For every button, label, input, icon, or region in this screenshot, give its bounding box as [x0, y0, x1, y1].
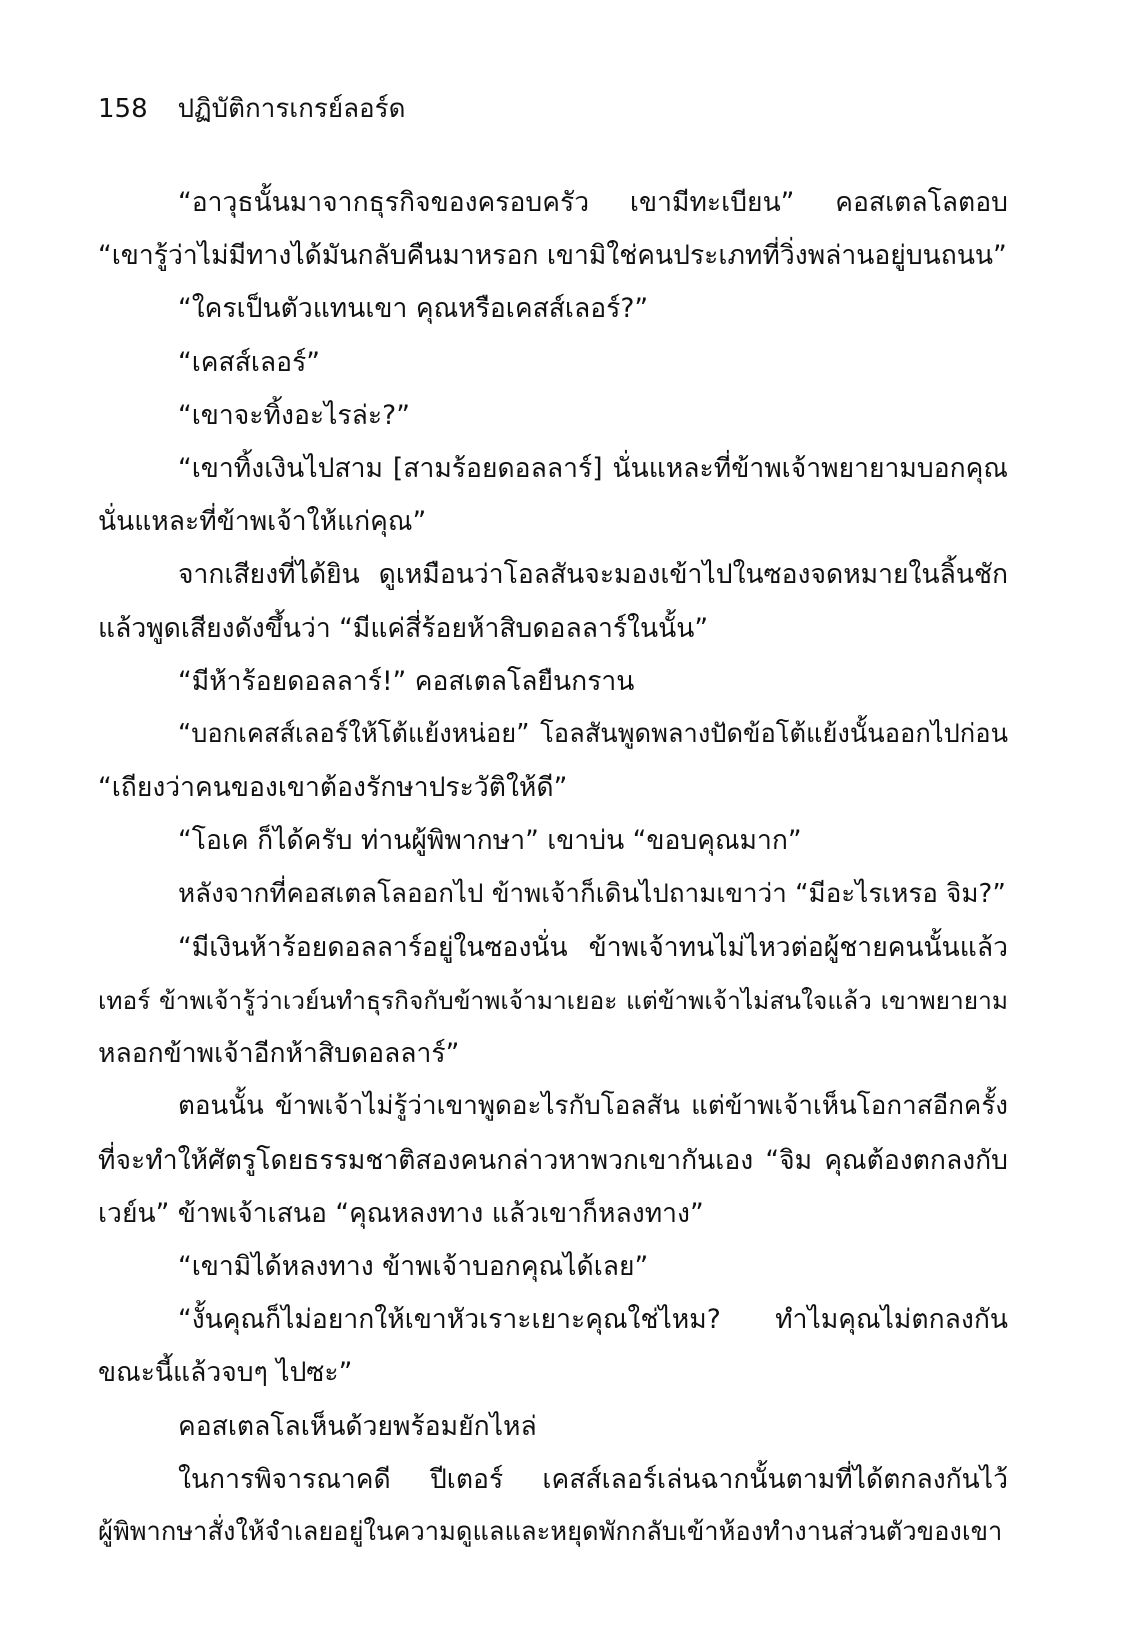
- text-line: จากเสียงที่ได้ยิน ดูเหมือนว่าโอลสันจะมองเข้าไปในซองจดหมายในลิ้นชัก: [178, 559, 1008, 591]
- paragraph: [98, 655, 1008, 708]
- body-text: [98, 176, 1008, 1559]
- text-line: “มีห้าร้อยดอลลาร์!” คอสเตลโลยืนกราน: [178, 665, 635, 697]
- text-line: เทอร์ ข้าพเจ้ารู้ว่าเวย์นทำธุรกิจกับข้าพเจ้ามาเยอะ แต่ข้าพเจ้าไม่สนใจแล้ว เขาพยายาม: [98, 986, 1008, 1016]
- book-title: ปฏิบัติการเกรย์ลอร์ด: [177, 94, 406, 124]
- paragraph: [98, 1400, 1008, 1453]
- text-line: “เขามิได้หลงทาง ข้าพเจ้าบอกคุณได้เลย”: [178, 1251, 649, 1283]
- text-line: “งั้นคุณก็ไม่อยากให้เขาหัวเราะเยาะคุณใช่ไหม? ทำไมคุณไม่ตกลงกัน: [178, 1304, 1008, 1336]
- page-number: 158: [98, 94, 148, 124]
- text-line: “ใครเป็นตัวแทนเขา คุณหรือเคสส์เลอร์?”: [178, 293, 649, 325]
- text-line: “เขารู้ว่าไม่มีทางได้มันกลับคืนมาหรอก เขามิใช่คนประเภทที่วิ่งพล่านอยู่บนถนน”: [98, 240, 1007, 272]
- running-header: [98, 88, 406, 129]
- text-line: ในการพิจารณาคดี ปีเตอร์ เคสส์เลอร์เล่นฉากนั้นตามที่ได้ตกลงกันไว้: [178, 1463, 1008, 1495]
- text-line: “บอกเคสส์เลอร์ให้โต้แย้งหน่อย” โอลสันพูดพลางปัดข้อโต้แย้งนั้นออกไปก่อน: [178, 719, 1008, 750]
- paragraph: [98, 814, 1008, 867]
- text-line: “เคสส์เลอร์”: [178, 346, 321, 378]
- text-line: “เขาทิ้งเงินไปสาม [สามร้อยดอลลาร์] นั่นแหละที่ข้าพเจ้าพยายามบอกคุณ: [178, 453, 1008, 485]
- text-line: “มีเงินห้าร้อยดอลลาร์อยู่ในซองนั่น ข้าพเจ้าทนไม่ไหวต่อผู้ชายคนนั้นแล้ว: [178, 931, 1008, 963]
- paragraph: [98, 336, 1008, 389]
- text-line: ตอนนั้น ข้าพเจ้าไม่รู้ว่าเขาพูดอะไรกับโอลสัน แต่ข้าพเจ้าเห็นโอกาสอีกครั้ง: [178, 1091, 1008, 1122]
- text-line: “เถียงว่าคนของเขาต้องรักษาประวัติให้ดี”: [98, 772, 568, 804]
- text-line: เวย์น” ข้าพเจ้าเสนอ “คุณหลงทาง แล้วเขาก็หลงทาง”: [98, 1197, 704, 1229]
- text-line: “เขาจะทิ้งอะไรล่ะ?”: [178, 399, 410, 431]
- paragraph: [98, 548, 1008, 654]
- paragraph: [98, 389, 1008, 442]
- paragraph: [98, 1240, 1008, 1293]
- text-line: ขณะนี้แล้วจบๆ ไปซะ”: [98, 1357, 353, 1389]
- text-line: “อาวุธนั้นมาจากธุรกิจของครอบครัว เขามีทะเบียน” คอสเตลโลตอบ: [178, 187, 1008, 218]
- paragraph: [98, 282, 1008, 335]
- text-line: หลอกข้าพเจ้าอีกห้าสิบดอลลาร์”: [98, 1038, 460, 1070]
- paragraph: [98, 1293, 1008, 1399]
- paragraph: [98, 708, 1008, 814]
- text-line: หลังจากที่คอสเตลโลออกไป ข้าพเจ้าก็เดินไปถามเขาว่า “มีอะไรเหรอ จิม?”: [178, 878, 1006, 909]
- text-line: แล้วพูดเสียงดังขึ้นว่า “มีแค่สี่ร้อยห้าสิบดอลลาร์ในนั้น”: [98, 612, 709, 644]
- paragraph: [98, 868, 1008, 921]
- text-line: คอสเตลโลเห็นด้วยพร้อมยักไหล่: [178, 1410, 537, 1442]
- paragraph: [98, 442, 1008, 548]
- paragraph: [98, 921, 1008, 1081]
- text-line: ที่จะทำให้ศัตรูโดยธรรมชาติสองคนกล่าวหาพวกเขากันเอง “จิม คุณต้องตกลงกับ: [98, 1144, 1008, 1176]
- text-line: นั่นแหละที่ข้าพเจ้าให้แก่คุณ”: [98, 506, 427, 538]
- text-line: ผู้พิพากษาสั่งให้จำเลยอยู่ในความดูแลและหยุดพักกลับเข้าห้องทำงานส่วนตัวของเขา: [98, 1517, 1003, 1548]
- text-line: “โอเค ก็ได้ครับ ท่านผู้พิพากษา” เขาบ่น “ขอบคุณมาก”: [178, 825, 802, 857]
- paragraph: [98, 176, 1008, 282]
- paragraph: [98, 1080, 1008, 1240]
- paragraph: [98, 1453, 1008, 1559]
